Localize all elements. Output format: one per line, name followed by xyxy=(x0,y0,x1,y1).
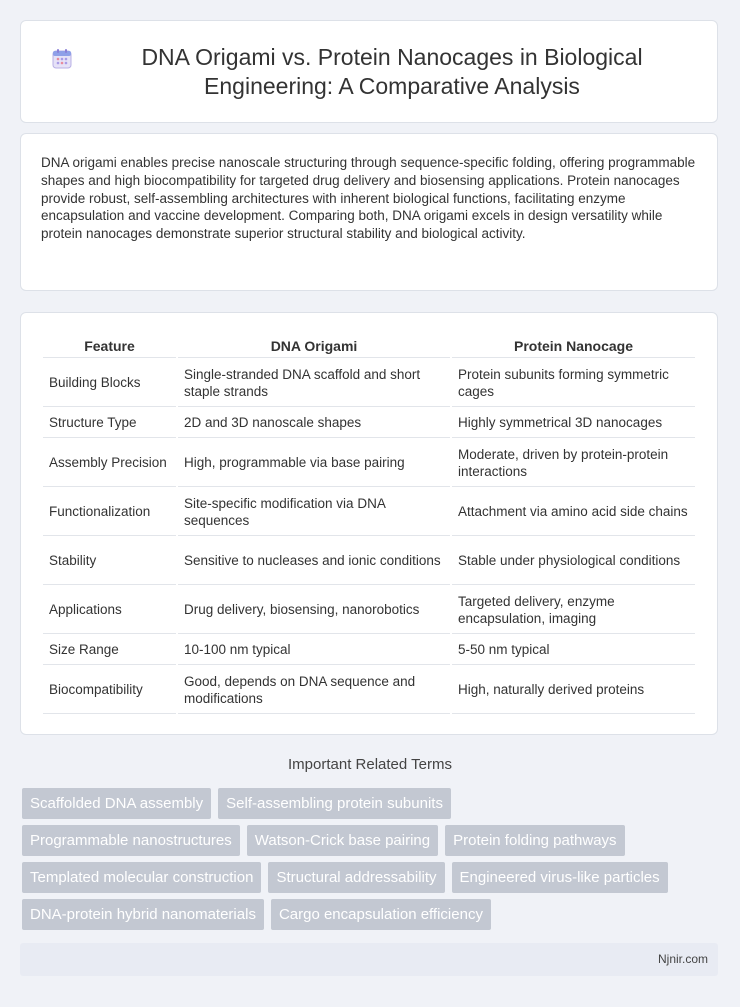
table-row xyxy=(43,360,695,407)
footer-site-name[interactable]: Njnir.com xyxy=(657,952,708,966)
table-cell: Size Range xyxy=(43,636,176,665)
intro-paragraph: DNA origami enables precise nanoscale structuring through sequence-specific folding, offering programmable shapes and high biocompatibility for targeted drug delivery and biosensing applications. Protein nanocages provide robust, self-assembling architectures with inherent biological functions, facilitating enzyme encapsulation and vaccine development. Comparing both, DNA origami excels in design versatility while protein nanocages demonstrate superior structural stability and biological activity. xyxy=(41,155,696,242)
table-header-row xyxy=(43,335,695,358)
comparison-table xyxy=(41,333,697,716)
table-cell: Moderate, driven by protein-protein interactions xyxy=(452,440,695,487)
table-row xyxy=(43,489,695,536)
column-header-dna-origami: DNA Origami xyxy=(178,335,450,358)
table-cell: Biocompatibility xyxy=(43,667,176,714)
table-cell: Applications xyxy=(43,587,176,634)
table-cell: Highly symmetrical 3D nanocages xyxy=(452,409,695,438)
related-term-tag[interactable]: DNA-protein hybrid nanomaterials xyxy=(22,899,264,930)
tag-row xyxy=(22,899,722,930)
table-row xyxy=(43,636,695,665)
table-cell: Targeted delivery, enzyme encapsulation, imaging xyxy=(452,587,695,634)
related-term-tag[interactable]: Self-assembling protein subunits xyxy=(218,788,451,819)
related-term-tag[interactable]: Structural addressability xyxy=(268,862,444,893)
tag-row xyxy=(22,862,722,893)
table-cell: 5-50 nm typical xyxy=(452,636,695,665)
title-wrap xyxy=(21,43,717,101)
table-cell: 2D and 3D nanoscale shapes xyxy=(178,409,450,438)
table-cell: High, naturally derived proteins xyxy=(452,667,695,714)
table-row xyxy=(43,440,695,487)
page-title: DNA Origami vs. Protein Nanocages in Biological Engineering: A Comparative Analysis xyxy=(141,43,643,99)
table-row xyxy=(43,409,695,438)
table-row xyxy=(43,667,695,714)
footer xyxy=(20,943,718,976)
column-header-feature: Feature xyxy=(43,335,176,358)
table-cell: Good, depends on DNA sequence and modifications xyxy=(178,667,450,714)
table-row xyxy=(43,538,695,585)
calendar-icon xyxy=(51,48,73,70)
tag-row xyxy=(22,825,722,856)
tag-row xyxy=(22,788,722,819)
title-card xyxy=(20,20,718,123)
table-cell: Stable under physiological conditions xyxy=(452,538,695,585)
related-term-tag[interactable]: Templated molecular construction xyxy=(22,862,261,893)
comparison-table-card xyxy=(20,312,718,735)
related-terms-heading: Important Related Terms xyxy=(288,756,452,773)
intro-card xyxy=(20,133,718,291)
table-cell: Single-stranded DNA scaffold and short staple strands xyxy=(178,360,450,407)
table-cell: Assembly Precision xyxy=(43,440,176,487)
table-cell: Structure Type xyxy=(43,409,176,438)
table-cell: Drug delivery, biosensing, nanorobotics xyxy=(178,587,450,634)
table-cell: Site-specific modification via DNA sequences xyxy=(178,489,450,536)
table-cell: High, programmable via base pairing xyxy=(178,440,450,487)
table-cell: 10-100 nm typical xyxy=(178,636,450,665)
related-term-tag[interactable]: Scaffolded DNA assembly xyxy=(22,788,211,819)
related-terms-list xyxy=(22,788,722,936)
related-term-tag[interactable]: Protein folding pathways xyxy=(445,825,624,856)
table-cell: Functionalization xyxy=(43,489,176,536)
related-term-tag[interactable]: Watson-Crick base pairing xyxy=(247,825,438,856)
column-header-protein-nanocage: Protein Nanocage xyxy=(452,335,695,358)
related-term-tag[interactable]: Programmable nanostructures xyxy=(22,825,240,856)
table-cell: Sensitive to nucleases and ionic conditions xyxy=(178,538,450,585)
table-cell: Stability xyxy=(43,538,176,585)
related-term-tag[interactable]: Engineered virus-like particles xyxy=(452,862,668,893)
table-row xyxy=(43,587,695,634)
table-cell: Protein subunits forming symmetric cages xyxy=(452,360,695,407)
related-term-tag[interactable]: Cargo encapsulation efficiency xyxy=(271,899,491,930)
table-cell: Building Blocks xyxy=(43,360,176,407)
table-cell: Attachment via amino acid side chains xyxy=(452,489,695,536)
